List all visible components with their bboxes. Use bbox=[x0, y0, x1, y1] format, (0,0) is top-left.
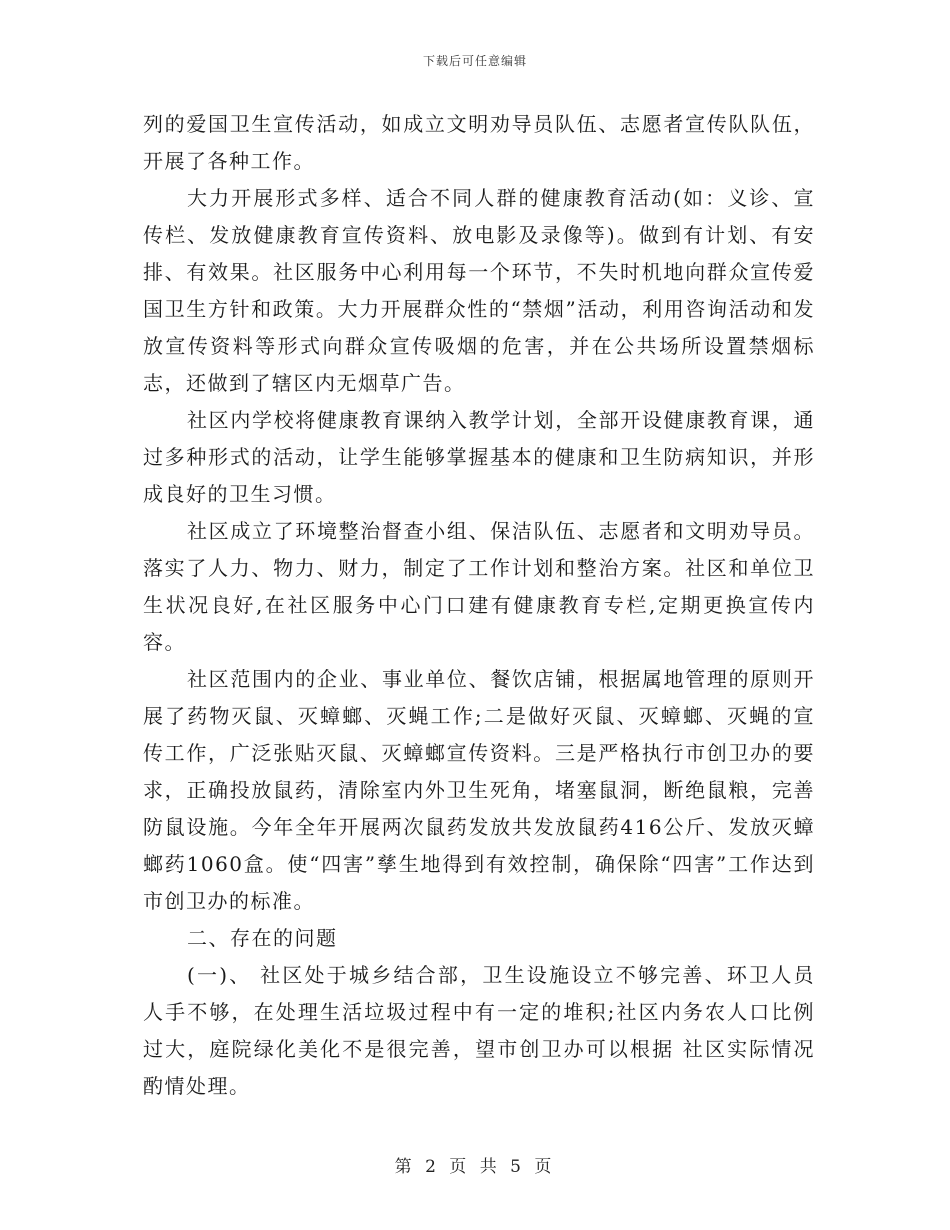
paragraph: (一)、 社区处于城乡结合部，卫生设施设立不够完善、环卫人员人手不够，在处理生活垃圾过程中有一定的堆积;社区内务农人口比例过大，庭院绿化美化不是很完善，望市创卫办可以根据 社区实际情况酌情处理。 bbox=[143, 963, 815, 1098]
document-body bbox=[143, 106, 815, 1105]
paragraph: 社区范围内的企业、事业单位、餐饮店铺，根据属地管理的原则开展了药物灭鼠、灭蟑螂、灭蝇工作;二是做好灭鼠、灭蟑螂、灭蝇的宣传工作，广泛张贴灭鼠、灭蟑螂宣传资料。三是严格执行市创卫办的要求，正确投放鼠药，清除室内外卫生死角，堵塞鼠洞，断绝鼠粮，完善防鼠设施。今年全年开展两次鼠药发放共发放鼠药416公斤、发放灭蟑螂药1060盒。使“四害”孳生地得到有效控制，确保除“四害”工作达到市创卫办的标准。 bbox=[143, 667, 815, 913]
header-note: 下载后可任意编辑 bbox=[422, 54, 527, 68]
paragraph: 列的爱国卫生宣传活动，如成立文明劝导员队伍、志愿者宣传队队伍，开展了各种工作。 bbox=[143, 112, 815, 173]
paragraph: 社区成立了环境整治督查小组、保洁队伍、志愿者和文明劝导员。落实了人力、物力、财力，制定了工作计划和整治方案。社区和单位卫生状况良好,在社区服务中心门口建有健康教育专栏,定期更换宣传内容。 bbox=[143, 519, 815, 654]
page-number: 第 2 页 共 5 页 bbox=[394, 1157, 556, 1177]
paragraph: 大力开展形式多样、适合不同人群的健康教育活动(如：义诊、宣传栏、发放健康教育宣传资料、放电影及录像等)。做到有计划、有安排、有效果。社区服务中心利用每一个环节，不失时机地向群众宣传爱国卫生方针和政策。大力开展群众性的“禁烟”活动，利用咨询活动和发放宣传资料等形式向群众宣传吸烟的危害，并在公共场所设置禁烟标志，还做到了辖区内无烟草广告。 bbox=[143, 186, 815, 395]
section-heading: 二、存在的问题 bbox=[187, 926, 338, 950]
paragraph: 社区内学校将健康教育课纳入教学计划，全部开设健康教育课，通过多种形式的活动，让学生能够掌握基本的健康和卫生防病知识，并形成良好的卫生习惯。 bbox=[143, 408, 815, 506]
